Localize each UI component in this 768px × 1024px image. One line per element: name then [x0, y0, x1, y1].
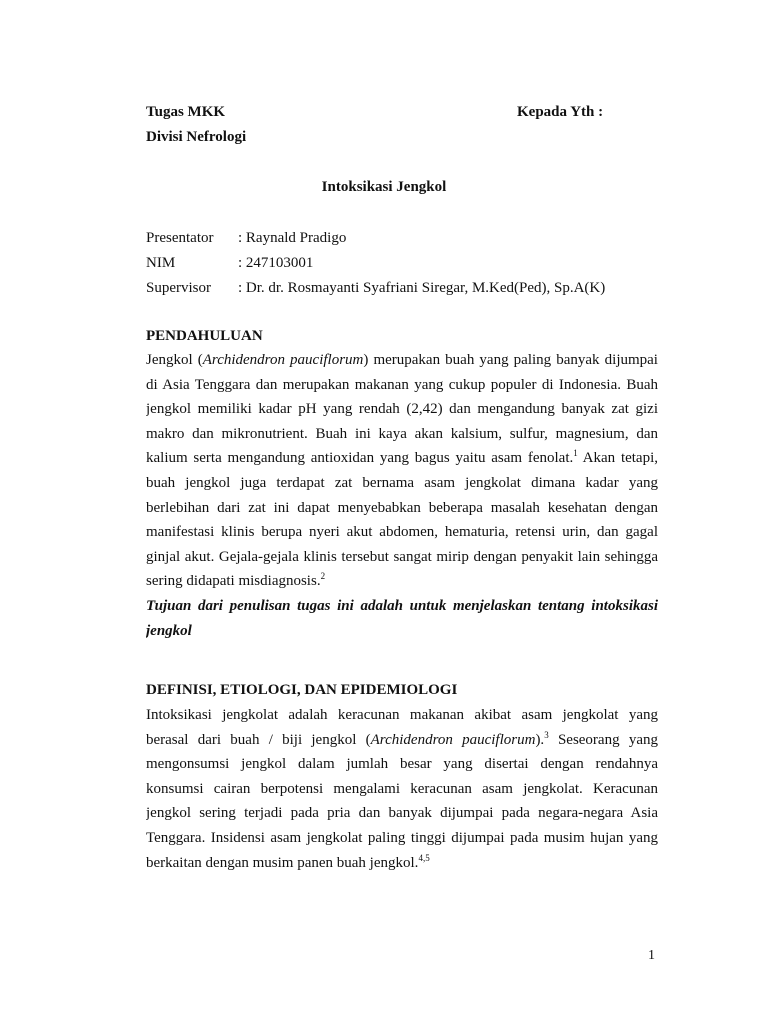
paragraph-line: kalium serta mengandung antioxidan yang bagus yaitu asam fenolat.$^1$ Akan tetapi, [146, 448, 658, 467]
info-row-nim [146, 252, 313, 274]
page-number: 1 [648, 948, 655, 963]
paragraph-line: manifestasi klinis berupa nyeri akut abdomen, hematuria, retensi urin, dan gagal [146, 524, 658, 541]
citation-superscript: 3 [544, 729, 549, 740]
info-value: : Raynald Pradigo [238, 230, 347, 246]
paragraph-line: makro dan mikronutrient. Buah ini kaya akan kalsium, sulfur, magnesium, dan [146, 425, 658, 442]
paragraph-line: Jengkol (Archidendron pauciflorum) merupakan buah yang paling banyak dijumpai [146, 352, 658, 368]
citation-superscript: 1 [573, 448, 578, 459]
info-label: Supervisor [146, 280, 211, 296]
info-value: : Dr. dr. Rosmayanti Syafriani Siregar, M.Ked(Ped), Sp.A(K) [238, 280, 606, 296]
info-row-supervisor [146, 277, 605, 299]
paragraph-line: Intoksikasi jengkolat adalah keracunan makanan akibat asam jengkolat yang [146, 707, 658, 723]
citation-superscript: 4,5 [418, 852, 430, 863]
paragraph-line: berasal dari buah / biji jengkol (Archidendron pauciflorum).$^3$ Seseorang yang [146, 729, 658, 748]
definition-paragraph [146, 703, 658, 875]
document-title: Intoksikasi Jengkol [321, 179, 447, 195]
section-heading-definition: DEFINISI, ETIOLOGI, DAN EPIDEMIOLOGI [146, 682, 458, 698]
info-value: : 247103001 [238, 255, 314, 271]
paragraph-line: berkaitan dengan musim panen buah jengkol.$^{4,5}$ [146, 852, 430, 871]
paragraph-line: sering didapati misdiagnosis.$^2$ [146, 571, 326, 590]
paragraph-line: Tenggara. Insidensi asam jengkolat paling tinggi dijumpai pada musim hujan yang [146, 829, 658, 846]
division-label: Divisi Nefrologi [146, 129, 247, 145]
recipient-label: Kepada Yth : [517, 104, 604, 120]
intro-paragraph [146, 348, 658, 643]
paragraph-line: jengkol sering terjadi pada pria dan banyak dijumpai pada negara-negara Asia [146, 805, 658, 822]
info-row-presentator [146, 227, 346, 249]
paragraph-line: ginjal akut. Gejala-gejala klinis tersebut sangat mirip dengan penyakit lain sehingga [146, 548, 658, 565]
purpose-line: jengkol [146, 622, 192, 639]
purpose-line: Tujuan dari penulisan tugas ini adalah untuk menjelaskan tentang intoksikasi [146, 597, 658, 614]
paragraph-line: mengonsumsi jengkol dalam jumlah besar yang disertai dengan rendahnya [146, 756, 658, 773]
paragraph-line: berlebihan dari zat ini dapat menyebabkan beberapa masalah kesehatan dengan [146, 499, 658, 516]
paragraph-line: konsumsi cairan berpotensi mengalami keracunan asam jengkolat. Keracunan [146, 780, 658, 797]
paragraph-line: jengkol memiliki kadar pH yang rendah (2,42) dan mengandung banyak zat gizi [146, 401, 658, 418]
citation-superscript: 2 [320, 571, 326, 582]
info-label: Presentator [146, 230, 214, 246]
section-heading-intro: PENDAHULUAN [146, 328, 263, 344]
paragraph-line: di Asia Tenggara dan merupakan makanan yang cukup populer di Indonesia. Buah [146, 376, 658, 393]
info-label: NIM [146, 255, 176, 271]
paragraph-line: buah jengkol juga terdapat zat bernama asam jengkolat dimana kadar yang [146, 474, 658, 491]
course-label: Tugas MKK [146, 104, 226, 120]
